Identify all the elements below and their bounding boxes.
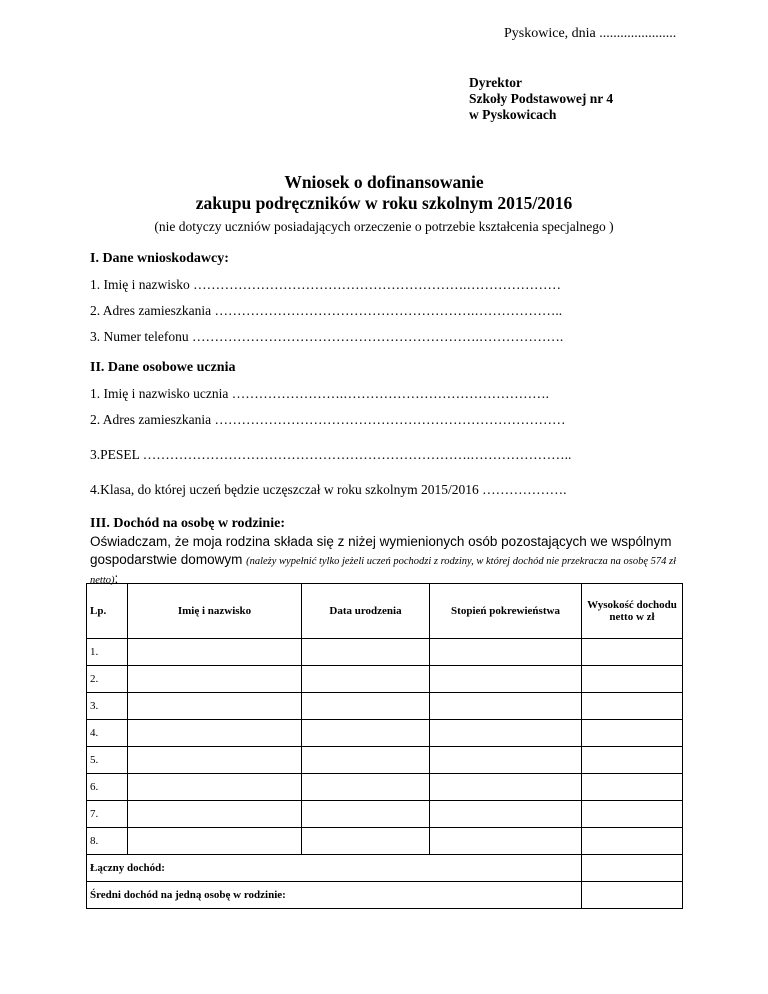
field-student-address[interactable]: 2. Adres zamieszkania …………………………………………………………………… [90, 412, 566, 427]
field-student-pesel[interactable]: 3.PESEL ……………………………………………………………….………………….. [90, 447, 572, 462]
cell-relation[interactable] [430, 801, 582, 828]
cell-name[interactable] [128, 828, 302, 855]
cell-birthdate[interactable] [302, 639, 430, 666]
field-student-name[interactable]: 1. Imię i nazwisko ucznia …………………….………………………………………. [90, 386, 549, 401]
declaration-colon: : [114, 571, 119, 586]
cell-relation[interactable] [430, 747, 582, 774]
cell-birthdate[interactable] [302, 693, 430, 720]
cell-name[interactable] [128, 666, 302, 693]
cell-birthdate[interactable] [302, 720, 430, 747]
document-title-line2: zakupu podręczników w roku szkolnym 2015/2016 [195, 193, 573, 213]
income-declaration [90, 533, 690, 590]
row-number: 2. [87, 666, 128, 693]
cell-relation[interactable] [430, 720, 582, 747]
document-title: Wniosek o dofinansowanie [284, 172, 484, 192]
cell-name[interactable] [128, 747, 302, 774]
col-header-birthdate: Data urodzenia [302, 584, 430, 639]
cell-income[interactable] [582, 801, 683, 828]
row-number: 1. [87, 639, 128, 666]
table-row [87, 801, 683, 828]
cell-name[interactable] [128, 639, 302, 666]
row-number: 4. [87, 720, 128, 747]
recipient-line: w Pyskowicach [469, 107, 557, 122]
table-row [87, 774, 683, 801]
row-number: 5. [87, 747, 128, 774]
cell-income[interactable] [582, 774, 683, 801]
table-row [87, 666, 683, 693]
cell-relation[interactable] [430, 828, 582, 855]
row-number: 8. [87, 828, 128, 855]
average-income-cell[interactable] [582, 882, 683, 909]
recipient-line: Szkoły Podstawowej nr 4 [469, 91, 614, 106]
cell-income[interactable] [582, 639, 683, 666]
cell-birthdate[interactable] [302, 747, 430, 774]
cell-income[interactable] [582, 693, 683, 720]
total-income-label: Łączny dochód: [87, 855, 582, 882]
section-heading-income: III. Dochód na osobę w rodzinie: [90, 516, 285, 531]
section-heading-student: II. Dane osobowe ucznia [90, 360, 236, 375]
row-number: 3. [87, 693, 128, 720]
field-applicant-address[interactable]: 2. Adres zamieszkania ………………………………………………….……………….. [90, 303, 563, 318]
cell-relation[interactable] [430, 693, 582, 720]
cell-income[interactable] [582, 747, 683, 774]
cell-income[interactable] [582, 828, 683, 855]
table-row [87, 639, 683, 666]
cell-birthdate[interactable] [302, 774, 430, 801]
cell-relation[interactable] [430, 774, 582, 801]
table-header-row [87, 584, 683, 639]
average-income-label: Średni dochód na jedną osobę w rodzinie: [87, 882, 582, 909]
cell-birthdate[interactable] [302, 801, 430, 828]
average-income-row [87, 882, 683, 909]
table-row [87, 693, 683, 720]
declaration-text: Oświadczam, że moja rodzina składa się z niżej wymienionych osób pozostających we wspólnym gospodarstwie domowym [90, 534, 672, 567]
cell-relation[interactable] [430, 639, 582, 666]
field-applicant-phone[interactable]: 3. Numer telefonu ……………………………………………………….………………. [90, 329, 564, 344]
row-number: 6. [87, 774, 128, 801]
col-header-lp: Lp. [87, 584, 128, 639]
table-row [87, 828, 683, 855]
total-income-row [87, 855, 683, 882]
title-note: (nie dotyczy uczniów posiadających orzeczenie o potrzebie kształcenia specjalnego ) [154, 219, 614, 234]
table-row [87, 747, 683, 774]
recipient-line: Dyrektor [469, 75, 522, 90]
cell-birthdate[interactable] [302, 666, 430, 693]
cell-name[interactable] [128, 720, 302, 747]
col-header-relation: Stopień pokrewieństwa [430, 584, 582, 639]
cell-name[interactable] [128, 774, 302, 801]
cell-income[interactable] [582, 666, 683, 693]
income-table [86, 583, 683, 909]
cell-birthdate[interactable] [302, 828, 430, 855]
field-student-class[interactable]: 4.Klasa, do której uczeń będzie uczęszczał w roku szkolnym 2015/2016 ………………. [90, 482, 567, 497]
cell-relation[interactable] [430, 666, 582, 693]
row-number: 7. [87, 801, 128, 828]
col-header-income: Wysokość dochodu netto w zł [582, 584, 683, 639]
recipient-block [469, 75, 613, 123]
declaration-note: (należy wypełnić tylko jeżeli uczeń pochodzi z rodziny, w której dochód nie przekracza na osobę 574 zł netto) [90, 555, 677, 586]
place-date-line: Pyskowice, dnia ...................... [504, 26, 677, 41]
total-income-cell[interactable] [582, 855, 683, 882]
col-header-name: Imię i nazwisko [128, 584, 302, 639]
field-applicant-name[interactable]: 1. Imię i nazwisko …………………………………………………….………………… [90, 277, 561, 292]
table-row [87, 720, 683, 747]
section-heading-applicant: I. Dane wnioskodawcy: [90, 251, 229, 266]
cell-name[interactable] [128, 693, 302, 720]
cell-income[interactable] [582, 720, 683, 747]
cell-name[interactable] [128, 801, 302, 828]
